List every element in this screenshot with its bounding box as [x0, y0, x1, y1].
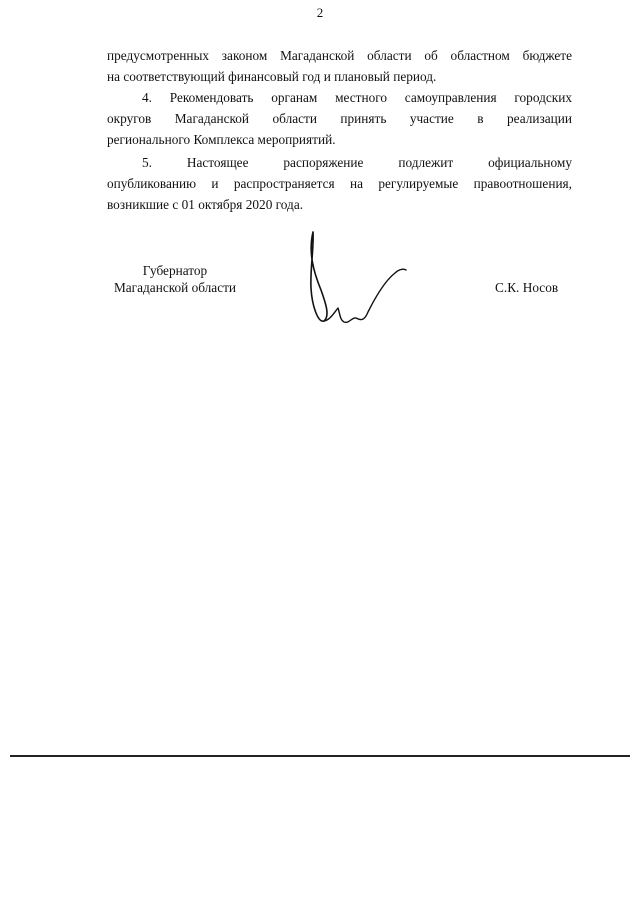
- signature-title: [100, 262, 250, 296]
- signature-title-line: Губернатор: [142, 263, 208, 278]
- page-number: 2: [316, 5, 324, 20]
- paragraph-line: округов Магаданской области принять участие в реализации: [107, 111, 572, 126]
- bottom-rule: [10, 755, 630, 757]
- paragraph-line: на соответствующий финансовый год и плановый период.: [107, 69, 437, 84]
- paragraph-line: возникшие с 01 октября 2020 года.: [107, 197, 304, 212]
- paragraph-line: 4. Рекомендовать органам местного самоуправления городских: [142, 90, 572, 105]
- paragraph-line: 5. Настоящее распоряжение подлежит официальному: [142, 155, 572, 170]
- paragraph-line: опубликованию и распространяется на регулируемые правоотношения,: [107, 176, 572, 191]
- paragraph-line: предусмотренных законом Магаданской области об областном бюджете: [107, 48, 572, 63]
- signature-title-line: Магаданской области: [113, 280, 237, 295]
- handwritten-signature: [300, 228, 410, 333]
- signer-name: С.К. Носов: [495, 280, 559, 295]
- paragraph-line: регионального Комплекса мероприятий.: [107, 132, 336, 147]
